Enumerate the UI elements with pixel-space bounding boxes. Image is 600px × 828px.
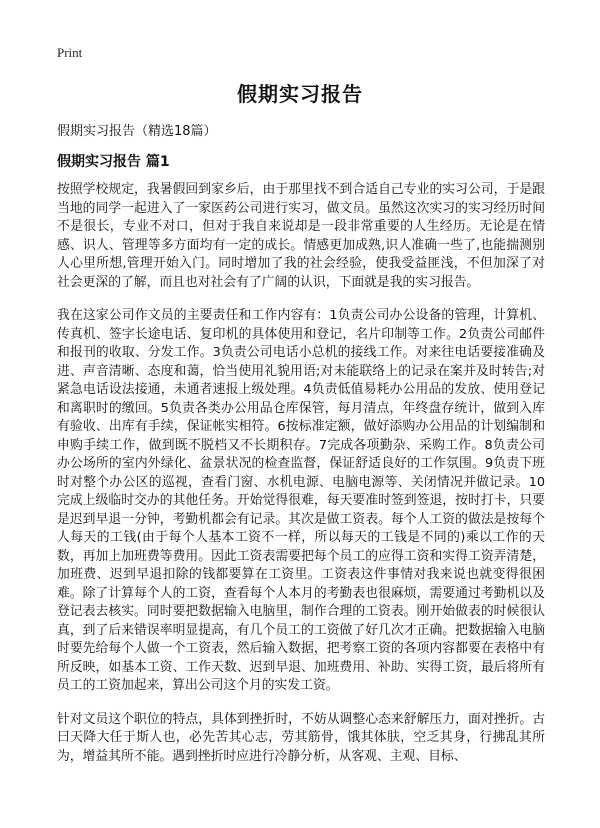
paragraph-setbacks: 针对文员这个职位的特点，具体到挫折时，不妨从调整心态来舒解压力，面对挫折。古曰天降大任于斯人也，必先苦其心志，劳其筋骨，饿其体肤，空乏其身，行拂乱其所为，增益其所不能。遇到挫折时应进行冷静分析，从客观、主观、目标、 xyxy=(57,711,545,764)
print-link[interactable]: Print xyxy=(57,45,83,60)
section-heading: 假期实习报告 篇1 xyxy=(57,154,170,170)
article-body xyxy=(57,181,545,781)
page-title: 假期实习报告 xyxy=(237,82,363,106)
document-subtitle: 假期实习报告（精选18篇） xyxy=(57,124,217,139)
paragraph-duties: 我在这家公司作文员的主要责任和工作内容有：1负责公司办公设备的管理，计算机、传真机、签字长途电话、复印机的具体使用和登记，名片印制等工作。2负责公司邮件和报刊的收取、分发工作。3负责公司电话小总机的接线工作。对来往电话要接准确及进、声音清晰、态度和蔼，恰当使用礼貌用语;对未能联络上的记录在案并及时转告;对紧急电话设法接通，未通者速报上级处理。4负责低值易耗办公用品的发放、使用登记和离职时的缴回。5负责各类办公用品仓库保管，每月清点，年终盘存统计，做到入库有验收、出库有手续，保证帐实相符。6按标准定额，做好添购办公用品的计划编制和申购手续工作，做到既不脱档又不长期积存。7完成各项勤杂、采购工作。8负责公司办公场所的室内外绿化、盆景状况的检查监督，保证舒适良好的工作氛围。9负责下班时对整个办公区的巡视，查看门窗、水机电源、电脑电源等、关闭情况并做记录。10完成上级临时交办的其他任务。开始觉得很难，每天要准时签到签退，按时打卡，只要是迟到早退一分钟，考勤机都会有记录。其次是做工资表。每个人工资的做法是按每个人每天的工钱(由于每个人基本工资不一样，所以每天的工钱是不同的)乘以工作的天数，再加上加班费等费用。因此工资表需要把每个员工的应得工资和实得工资弄清楚，加班费、迟到早退扣除的钱都要算在工资里。工资表这件事情对我来说也就变得很困难。除了计算每个人的工资，查看每个人本月的考勤表也很麻烦，需要通过考勤机以及登记表去核实。同时要把数据输入电脑里，制作合理的工资表。刚开始做表的时候很认真，到了后来错误率明显提高，有几个员工的工资做了好几次才正确。把数据输入电脑时要先给每个人做一个工资表，然后输入数据，把考察工资的各项内容都要在表格中有所反映，如基本工资、工作天数、迟到早退、加班费用、补助、实得工资，最后将所有员工的工资加起来，算出公司这个月的实发工资。 xyxy=(57,308,545,693)
paragraph-intro: 按照学校规定，我暑假回到家乡后，由于那里找不到合适自己专业的实习公司，于是跟当地的同学一起进入了一家医药公司进行实习，做文员。虽然这次实习的实习经历时间不是很长，专业不对口，但对于我自来说却是一段非常重要的人生经历。无论是在情感、识人、管理等多方面均有一定的成长。情感更加成熟,识人准确一些了,也能揣测别人心里所想,管理开始入门。同时增加了我的社会经验，使我受益匪浅，不但加深了对社会更深的了解，而且也对社会有了广阔的认识，下面就是我的实习报告。 xyxy=(57,182,545,290)
